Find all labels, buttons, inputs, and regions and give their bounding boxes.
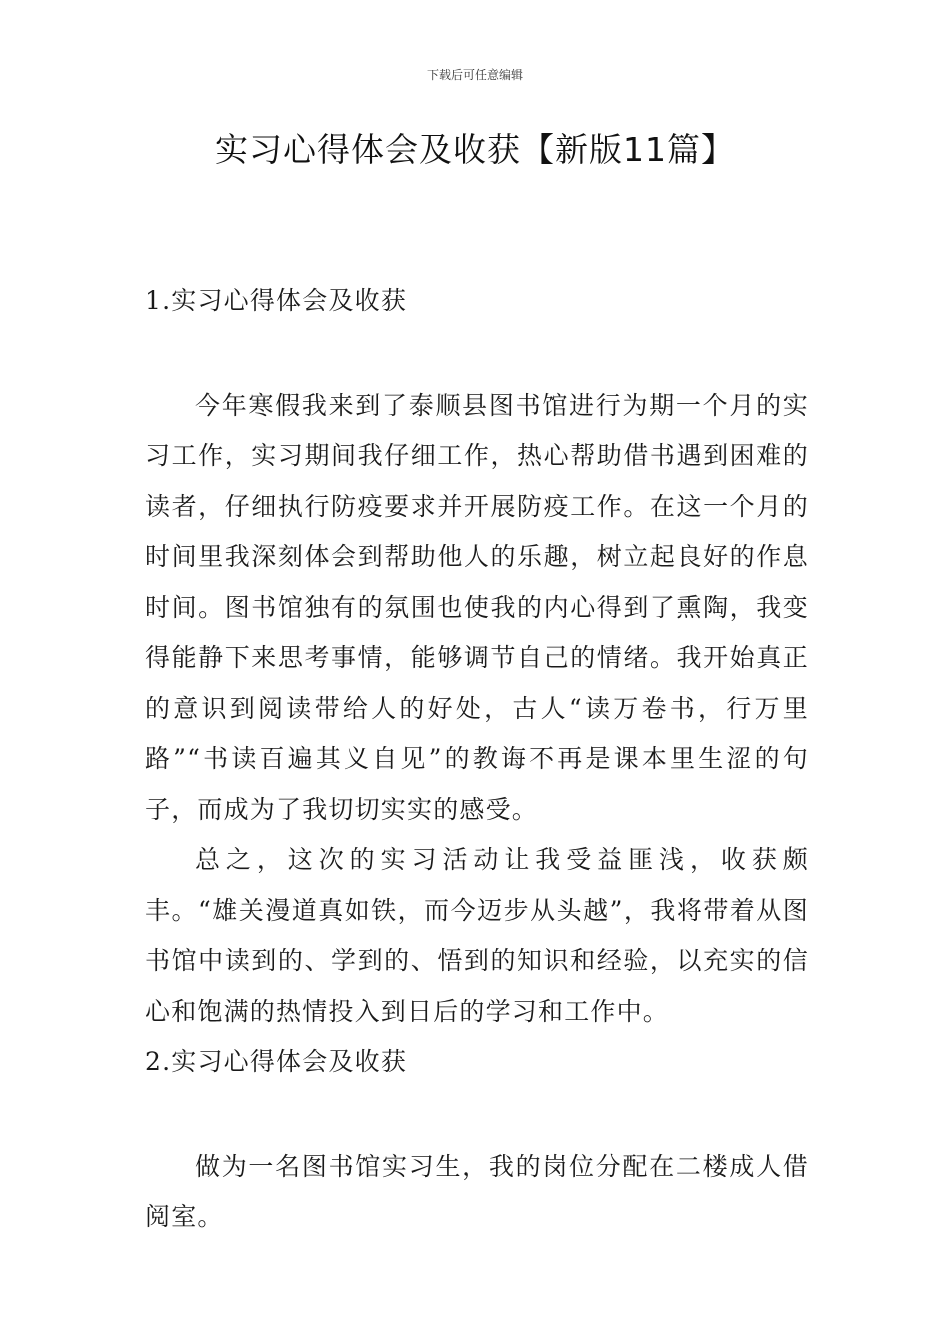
section-1-paragraph-2: 总之，这次的实习活动让我受益匪浅，收获颇丰。“雄关漫道真如铁，而今迈步从头越”，我将带着从图书馆中读到的、学到的、悟到的知识和经验，以充实的信心和饱满的热情投入到日后的学习和工作中。 [145,845,809,1026]
heading-spacer [145,327,809,381]
document-body [145,276,809,1243]
section-heading-1: 1.实习心得体会及收获 [145,286,408,315]
section-1-paragraph-1: 今年寒假我来到了泰顺县图书馆进行为期一个月的实习工作，实习期间我仔细工作，热心帮助借书遇到困难的读者，仔细执行防疫要求并开展防疫工作。在这一个月的时间里我深刻体会到帮助他人的乐趣，树立起良好的作息时间。图书馆独有的氛围也使我的内心得到了熏陶，我变得能静下来思考事情，能够调节自己的情绪。我开始真正的意识到阅读带给人的好处，古人“读万卷书，行万里路”“书读百遍其义自见”的教诲不再是课本里生涩的句子，而成为了我切切实实的感受。 [145,390,809,824]
heading-spacer [145,1088,809,1142]
header-note: 下载后可任意编辑 [426,68,523,82]
section-heading-2: 2.实习心得体会及收获 [145,1047,408,1076]
document-title: 实习心得体会及收获【新版11篇】 [215,130,735,169]
section-2-paragraph-1: 做为一名图书馆实习生，我的岗位分配在二楼成人借阅室。 [145,1151,809,1231]
